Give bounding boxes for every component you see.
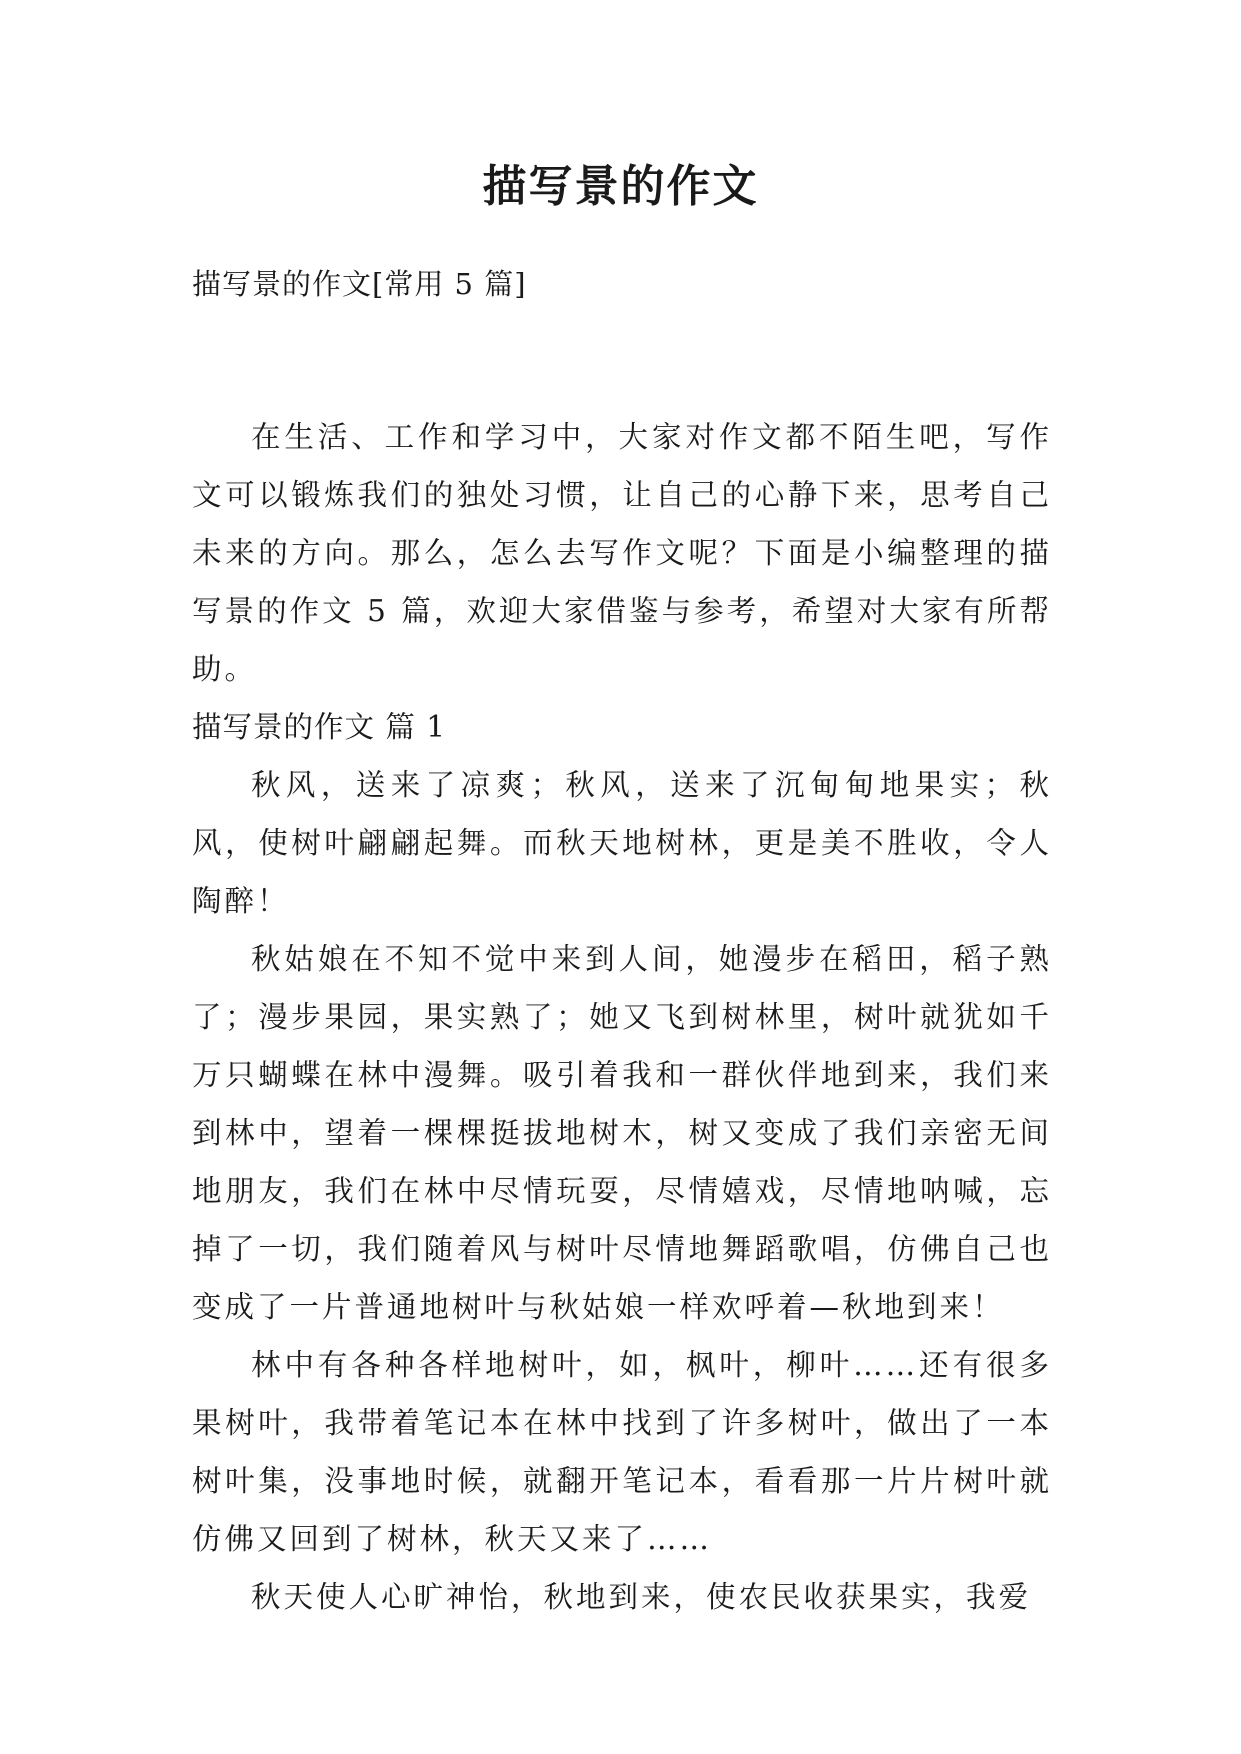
document-body	[192, 408, 1052, 1626]
document-subtitle: 描写景的作文[常用 5 篇]	[192, 267, 527, 301]
section-heading: 描写景的作文 篇 1	[192, 710, 447, 744]
body-paragraph: 秋风，送来了凉爽；秋风，送来了沉甸甸地果实；秋风，使树叶翩翩起舞。而秋天地树林，更是美不胜收，令人陶醉！	[192, 768, 1052, 918]
document-title: 描写景的作文	[482, 161, 759, 212]
body-paragraph: 秋姑娘在不知不觉中来到人间，她漫步在稻田，稻子熟了；漫步果园，果实熟了；她又飞到树林里，树叶就犹如千万只蝴蝶在林中漫舞。吸引着我和一群伙伴地到来，我们来到林中，望着一棵棵挺拔地树木，树又变成了我们亲密无间地朋友，我们在林中尽情玩耍，尽情嬉戏，尽情地呐喊，忘掉了一切，我们随着风与树叶尽情地舞蹈歌唱，仿佛自己也变成了一片普通地树叶与秋姑娘一样欢呼着—秋地到来！	[192, 942, 1052, 1324]
intro-paragraph: 在生活、工作和学习中，大家对作文都不陌生吧，写作文可以锻炼我们的独处习惯，让自己的心静下来，思考自己未来的方向。那么，怎么去写作文呢？下面是小编整理的描写景的作文 5 篇，欢迎大家借鉴与参考，希望对大家有所帮助。	[192, 420, 1052, 686]
body-paragraph: 秋天使人心旷神怡，秋地到来，使农民收获果实，我爱	[251, 1580, 1032, 1614]
body-paragraph: 林中有各种各样地树叶，如，枫叶，柳叶……还有很多果树叶，我带着笔记本在林中找到了许多树叶，做出了一本树叶集，没事地时候，就翻开笔记本，看看那一片片树叶就仿佛又回到了树林，秋天又来了……	[192, 1348, 1052, 1556]
